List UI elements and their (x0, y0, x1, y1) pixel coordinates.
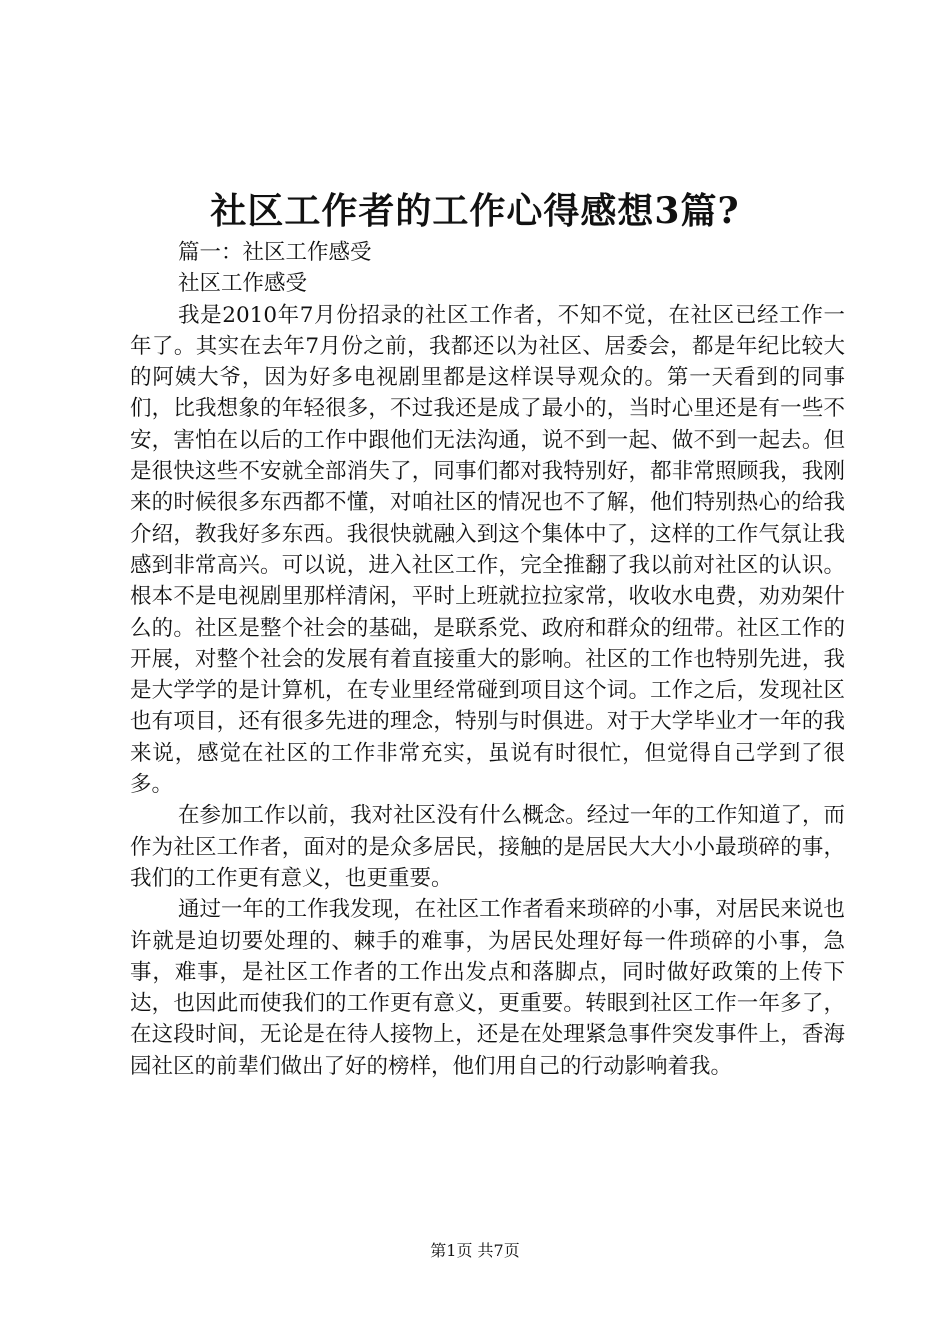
body-paragraph: 我是2010年7月份招录的社区工作者，不知不觉，在社区已经工作一年了。其实在去年7月份之前，我都还以为社区、居委会，都是年纪比较大的阿姨大爷，因为好多电视剧里都是这样误导观众的。第一天看到的同事们，比我想象的年轻很多，不过我还是成了最小的，当时心里还是有一些不安，害怕在以后的工作中跟他们无法沟通，说不到一起、做不到一起去。但是很快这些不安就全部消失了，同事们都对我特别好，都非常照顾我，我刚来的时候很多东西都不懂，对咱社区的情况也不了解，他们特别热心的给我介绍，教我好多东西。我很快就融入到这个集体中了，这样的工作气氛让我感到非常高兴。可以说，进入社区工作，完全推翻了我以前对社区的认识。根本不是电视剧里那样清闲，平时上班就拉拉家常，收收水电费，劝劝架什么的。社区是整个社会的基础，是联系党、政府和群众的纽带。社区工作的开展，对整个社会的发展有着直接重大的影响。社区的工作也特别先进，我是大学学的是计算机，在专业里经常碰到项目这个词。工作之后，发现社区也有项目，还有很多先进的理念，特别与时俱进。对于大学毕业才一年的我来说，感觉在社区的工作非常充实，虽说有时很忙，但觉得自己学到了很多。 (130, 302, 845, 798)
section-heading: 篇一：社区工作感受 (178, 240, 372, 265)
body-paragraph: 通过一年的工作我发现，在社区工作者看来琐碎的小事，对居民来说也许就是迫切要处理的、棘手的难事，为居民处理好每一件琐碎的小事，急事，难事，是社区工作者的工作出发点和落脚点，同时做好政策的上传下达，也因此而使我们的工作更有意义，更重要。转眼到社区工作一年多了，在这段时间，无论是在待人接物上，还是在处理紧急事件突发事件上，香海园社区的前辈们做出了好的榜样，他们用自己的行动影响着我。 (130, 897, 845, 1079)
page-footer: 第1页 共7页 (430, 1241, 520, 1260)
document-title: 社区工作者的工作心得感想3篇? (210, 190, 740, 232)
section-subheading: 社区工作感受 (178, 271, 308, 297)
document-body (130, 237, 845, 1082)
body-paragraph: 在参加工作以前，我对社区没有什么概念。经过一年的工作知道了，而作为社区工作者，面对的是众多居民，接触的是居民大大小小最琐碎的事，我们的工作更有意义，也更重要。 (130, 803, 845, 891)
